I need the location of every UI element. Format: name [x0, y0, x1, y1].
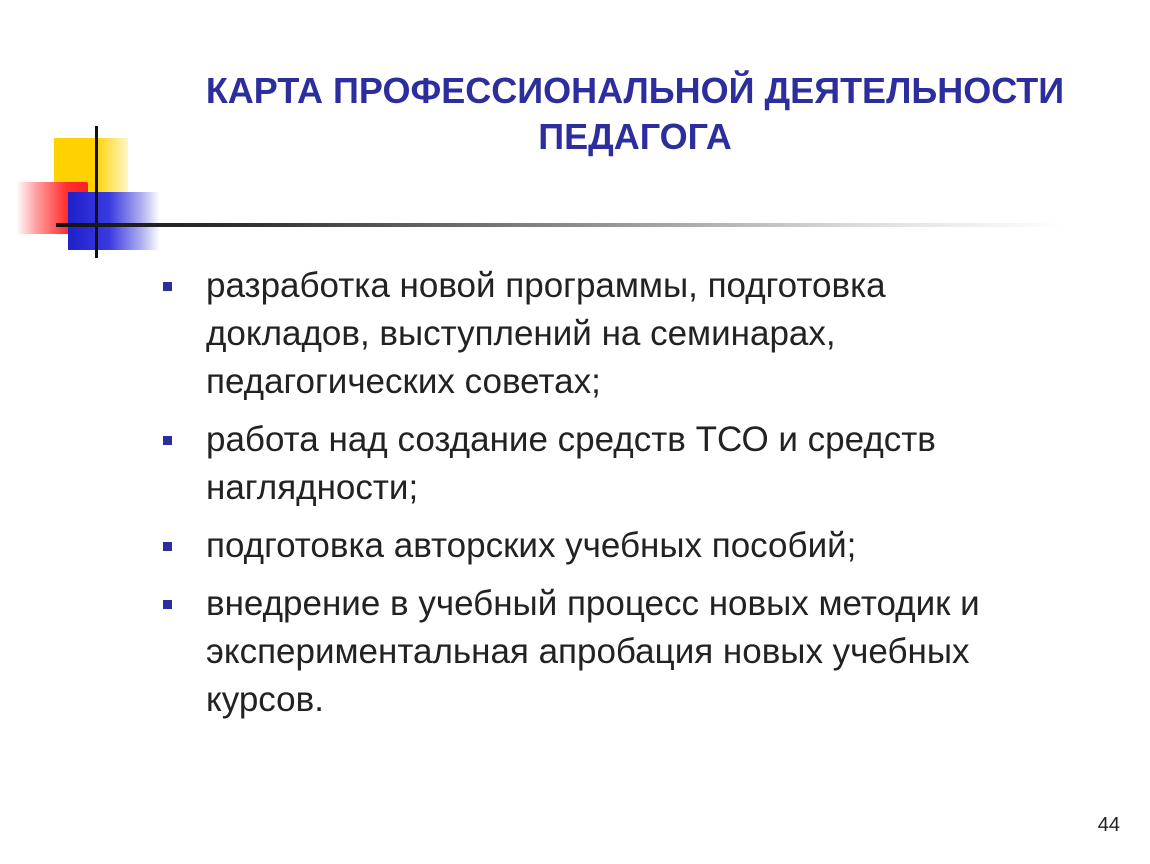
bullet-text-line: экспериментальная апробация новых учебных — [206, 632, 970, 671]
title-underline — [56, 223, 1066, 227]
decorative-vertical-line — [95, 126, 98, 258]
bullet-text-line: наглядности; — [206, 468, 419, 507]
square-bullet-icon — [163, 600, 172, 609]
bullet-item — [160, 522, 1080, 570]
bullet-item — [160, 580, 1080, 724]
bullet-item — [160, 262, 1080, 406]
square-bullet-icon — [163, 542, 172, 551]
bullet-text-line: разработка новой программы, подготовка — [206, 266, 886, 305]
title-line-2: ПЕДАГОГА — [538, 116, 732, 157]
bullet-text-line: докладов, выступлений на семинарах, — [206, 314, 836, 353]
bullet-item — [160, 416, 1080, 512]
bullet-text-line: подготовка авторских учебных пособий; — [206, 526, 857, 565]
square-bullet-icon — [163, 282, 172, 291]
slide-title — [150, 68, 1120, 160]
bullet-text-line: курсов. — [206, 680, 324, 719]
bullet-text-line: педагогических советах; — [206, 362, 601, 401]
decorative-blue-square — [68, 192, 160, 250]
title-line-1: КАРТА ПРОФЕССИОНАЛЬНОЙ ДЕЯТЕЛЬНОСТИ — [205, 70, 1065, 111]
bullet-text-line: внедрение в учебный процесс новых методик и — [206, 584, 980, 623]
bullet-text-line: работа над создание средств ТСО и средств — [206, 420, 936, 459]
bullet-list — [160, 262, 1080, 734]
page-number: 44 — [1097, 814, 1120, 836]
square-bullet-icon — [163, 436, 172, 445]
